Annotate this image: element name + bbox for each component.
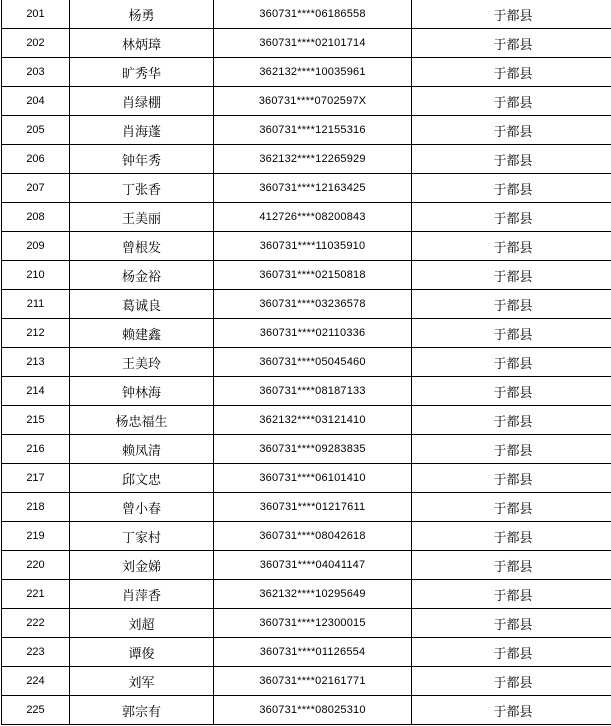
id-number: 360731****06101410: [214, 464, 412, 493]
table-row: [2, 493, 611, 522]
id-number: 360731****11035910: [214, 232, 412, 261]
table-row: [2, 348, 611, 377]
person-name: 曾根发: [70, 232, 214, 261]
id-number: 360731****02110336: [214, 319, 412, 348]
table-row: [2, 290, 611, 319]
id-number: 360731****09283835: [214, 435, 412, 464]
person-name: 旷秀华: [70, 58, 214, 87]
person-name: 丁张香: [70, 174, 214, 203]
county: 于都县: [412, 319, 611, 348]
person-name: 刘金娣: [70, 551, 214, 580]
table-row: [2, 435, 611, 464]
table-row: [2, 667, 611, 696]
row-number: 206: [2, 145, 70, 174]
person-name: 谭俊: [70, 638, 214, 667]
id-number: 360731****01217611: [214, 493, 412, 522]
table-row: [2, 58, 611, 87]
id-number: 360731****08042618: [214, 522, 412, 551]
county: 于都县: [412, 116, 611, 145]
id-number: 360731****0702597X: [214, 87, 412, 116]
id-number: 360731****05045460: [214, 348, 412, 377]
roster-table: [1, 0, 611, 725]
id-number: 362132****03121410: [214, 406, 412, 435]
id-number: 362132****10035961: [214, 58, 412, 87]
table-row: [2, 377, 611, 406]
county: 于都县: [412, 464, 611, 493]
table-row: [2, 0, 611, 29]
county: 于都县: [412, 435, 611, 464]
table-row: [2, 203, 611, 232]
row-number: 225: [2, 696, 70, 725]
id-number: 360731****08187133: [214, 377, 412, 406]
id-number: 360731****04041147: [214, 551, 412, 580]
table-row: [2, 116, 611, 145]
table-row: [2, 638, 611, 667]
person-name: 王美玲: [70, 348, 214, 377]
id-number: 360731****12300015: [214, 609, 412, 638]
row-number: 214: [2, 377, 70, 406]
row-number: 208: [2, 203, 70, 232]
county: 于都县: [412, 203, 611, 232]
person-name: 葛诚良: [70, 290, 214, 319]
table-row: [2, 551, 611, 580]
row-number: 220: [2, 551, 70, 580]
table-row: [2, 522, 611, 551]
person-name: 邱文忠: [70, 464, 214, 493]
row-number: 223: [2, 638, 70, 667]
id-number: 360731****02101714: [214, 29, 412, 58]
row-number: 207: [2, 174, 70, 203]
id-number: 412726****08200843: [214, 203, 412, 232]
row-number: 215: [2, 406, 70, 435]
person-name: 钟林海: [70, 377, 214, 406]
row-number: 204: [2, 87, 70, 116]
id-number: 360731****01126554: [214, 638, 412, 667]
county: 于都县: [412, 580, 611, 609]
county: 于都县: [412, 667, 611, 696]
county: 于都县: [412, 609, 611, 638]
table-row: [2, 464, 611, 493]
row-number: 224: [2, 667, 70, 696]
row-number: 212: [2, 319, 70, 348]
county: 于都县: [412, 696, 611, 725]
county: 于都县: [412, 348, 611, 377]
county: 于都县: [412, 87, 611, 116]
county: 于都县: [412, 406, 611, 435]
row-number: 202: [2, 29, 70, 58]
roster-body: [2, 0, 611, 725]
table-row: [2, 145, 611, 174]
id-number: 360731****06186558: [214, 0, 412, 29]
row-number: 216: [2, 435, 70, 464]
id-number: 360731****12155316: [214, 116, 412, 145]
id-number: 360731****03236578: [214, 290, 412, 319]
table-row: [2, 609, 611, 638]
person-name: 林炳璋: [70, 29, 214, 58]
id-number: 360731****12163425: [214, 174, 412, 203]
table-row: [2, 406, 611, 435]
person-name: 曾小春: [70, 493, 214, 522]
id-number: 360731****02161771: [214, 667, 412, 696]
row-number: 211: [2, 290, 70, 319]
person-name: 刘军: [70, 667, 214, 696]
id-number: 360731****08025310: [214, 696, 412, 725]
county: 于都县: [412, 261, 611, 290]
table-row: [2, 87, 611, 116]
row-number: 210: [2, 261, 70, 290]
person-name: 杨忠福生: [70, 406, 214, 435]
table-row: [2, 29, 611, 58]
county: 于都县: [412, 638, 611, 667]
county: 于都县: [412, 522, 611, 551]
person-name: 钟年秀: [70, 145, 214, 174]
row-number: 222: [2, 609, 70, 638]
row-number: 217: [2, 464, 70, 493]
person-name: 肖绿棚: [70, 87, 214, 116]
table-row: [2, 580, 611, 609]
person-name: 王美丽: [70, 203, 214, 232]
table-row: [2, 319, 611, 348]
county: 于都县: [412, 493, 611, 522]
person-name: 杨勇: [70, 0, 214, 29]
row-number: 213: [2, 348, 70, 377]
person-name: 杨金裕: [70, 261, 214, 290]
id-number: 362132****12265929: [214, 145, 412, 174]
person-name: 赖建鑫: [70, 319, 214, 348]
id-number: 362132****10295649: [214, 580, 412, 609]
row-number: 205: [2, 116, 70, 145]
row-number: 203: [2, 58, 70, 87]
county: 于都县: [412, 29, 611, 58]
person-name: 丁家村: [70, 522, 214, 551]
county: 于都县: [412, 232, 611, 261]
county: 于都县: [412, 145, 611, 174]
county: 于都县: [412, 58, 611, 87]
table-row: [2, 174, 611, 203]
county: 于都县: [412, 174, 611, 203]
row-number: 218: [2, 493, 70, 522]
row-number: 201: [2, 0, 70, 29]
person-name: 赖凤清: [70, 435, 214, 464]
row-number: 221: [2, 580, 70, 609]
county: 于都县: [412, 551, 611, 580]
county: 于都县: [412, 290, 611, 319]
row-number: 209: [2, 232, 70, 261]
person-name: 肖萍香: [70, 580, 214, 609]
person-name: 郭宗有: [70, 696, 214, 725]
table-row: [2, 261, 611, 290]
county: 于都县: [412, 0, 611, 29]
person-name: 肖海蓬: [70, 116, 214, 145]
table-row: [2, 696, 611, 725]
table-row: [2, 232, 611, 261]
row-number: 219: [2, 522, 70, 551]
person-name: 刘超: [70, 609, 214, 638]
county: 于都县: [412, 377, 611, 406]
id-number: 360731****02150818: [214, 261, 412, 290]
